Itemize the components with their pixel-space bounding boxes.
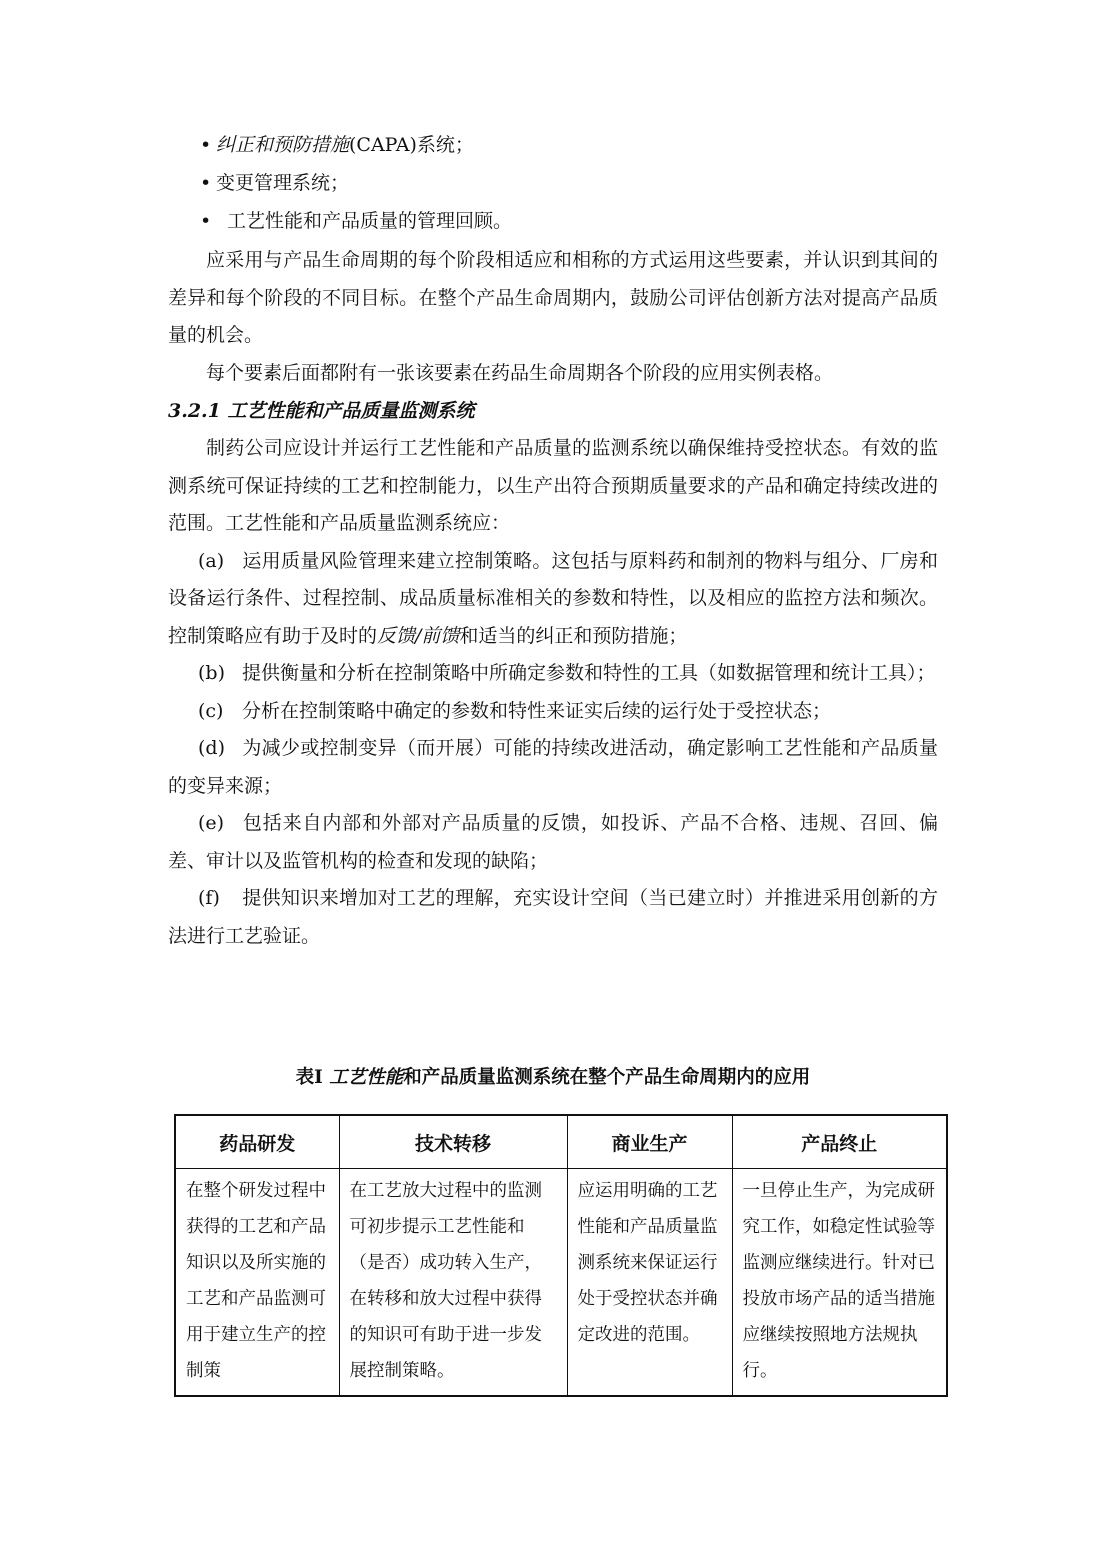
- item-label: (c): [198, 699, 224, 722]
- table-cell: 在整个研发过程中获得的工艺和产品知识以及所实施的工艺和产品监测可用于建立生产的控制策: [175, 1169, 339, 1397]
- bullet-item: [200, 202, 938, 240]
- list-item: [168, 693, 938, 731]
- caption-prefix: 表I: [295, 1067, 330, 1088]
- item-text: 为减少或控制变异（而开展）可能的持续改进活动，确定影响工艺性能和产品质量的变异来源；: [168, 737, 938, 797]
- bullet-text: 工艺性能和产品质量的管理回顾。: [227, 210, 513, 232]
- item-text: 分析在控制策略中确定的参数和特性来证实后续的运行处于受控状态；: [242, 699, 832, 722]
- bullet-marker: •: [200, 210, 212, 232]
- paragraph: 应采用与产品生命周期的每个阶段相适应和相称的方式运用这些要素，并认识到其间的差异和每个阶段的不同目标。在整个产品生命周期内，鼓励公司评估创新方法对提高产品质量的机会。: [168, 249, 938, 346]
- caption-rest: 和产品质量监测系统在整个产品生命周期内的应用: [403, 1067, 811, 1088]
- document-page: [168, 126, 938, 1381]
- table-caption: [168, 1062, 938, 1094]
- column-header: 产品终止: [732, 1115, 947, 1169]
- bullet-item: [200, 126, 938, 164]
- paragraph: 每个要素后面都附有一张该要素在药品生命周期各个阶段的应用实例表格。: [206, 361, 834, 384]
- table-row: [175, 1169, 947, 1397]
- bullet-item: [200, 164, 938, 202]
- item-text: 包括来自内部和外部对产品质量的反馈，如投诉、产品不合格、违规、召回、偏差、审计以及监管机构的检查和发现的缺陷；: [168, 812, 938, 872]
- item-label: (e): [198, 812, 225, 834]
- bullet-marker: •: [200, 172, 212, 194]
- item-label: (d): [198, 737, 225, 759]
- item-text-after: 和适当的纠正和预防措施；: [459, 624, 688, 647]
- list-item: [168, 543, 938, 656]
- list-item: [168, 730, 938, 805]
- item-text: 运用质量风险管理来建立控制策略。这包括与原料药和制剂的物料与组分、厂房和设备运行条件、过程控制、成品质量标准相关的参数和特性，以及相应的监控方法和频次。控制策略应有助于及时的: [168, 549, 938, 647]
- lifecycle-table: [174, 1114, 948, 1397]
- bullet-text-italic: 纠正和预防措施: [216, 134, 350, 156]
- bullet-text: 变更管理系统；: [216, 172, 350, 194]
- list-item: [168, 880, 938, 955]
- list-item: [168, 805, 938, 880]
- item-text-italic: 反馈/前馈: [377, 624, 460, 647]
- item-label: (b): [198, 662, 225, 684]
- column-header: 药品研发: [175, 1115, 339, 1169]
- table-cell: 一旦停止生产，为完成研究工作，如稳定性试验等监测应继续进行。针对已投放市场产品的适当措施应继续按照地方法规执行。: [732, 1169, 947, 1397]
- column-header: 技术转移: [339, 1115, 567, 1169]
- item-text: 提供衡量和分析在控制策略中所确定参数和特性的工具（如数据管理和统计工具）；: [242, 662, 936, 684]
- item-label: (a): [198, 549, 225, 572]
- item-text: 提供知识来增加对工艺的理解，充实设计空间（当已建立时）并推进采用创新的方法进行工艺验证。: [168, 887, 938, 947]
- table-cell: 应运用明确的工艺性能和产品质量监测系统来保证运行处于受控状态并确定改进的范围。: [567, 1169, 732, 1397]
- bullet-marker: •: [200, 134, 212, 156]
- bullet-text: (CAPA)系统；: [349, 134, 474, 156]
- table-header-row: [175, 1115, 947, 1169]
- column-header: 商业生产: [567, 1115, 732, 1169]
- item-label: (f): [198, 887, 220, 909]
- paragraph: 制药公司应设计并运行工艺性能和产品质量的监测系统以确保维持受控状态。有效的监测系统可保证持续的工艺和控制能力，以生产出符合预期质量要求的产品和确定持续改进的范围。工艺性能和产品质量监测系统应：: [168, 437, 938, 534]
- section-heading: 3.2.1 工艺性能和产品质量监测系统: [168, 400, 475, 422]
- table-cell: 在工艺放大过程中的监测可初步提示工艺性能和（是否）成功转入生产，在转移和放大过程中获得的知识可有助于进一步发展控制策略。: [339, 1169, 567, 1397]
- caption-italic: 工艺性能: [329, 1067, 404, 1088]
- list-item: [168, 655, 938, 693]
